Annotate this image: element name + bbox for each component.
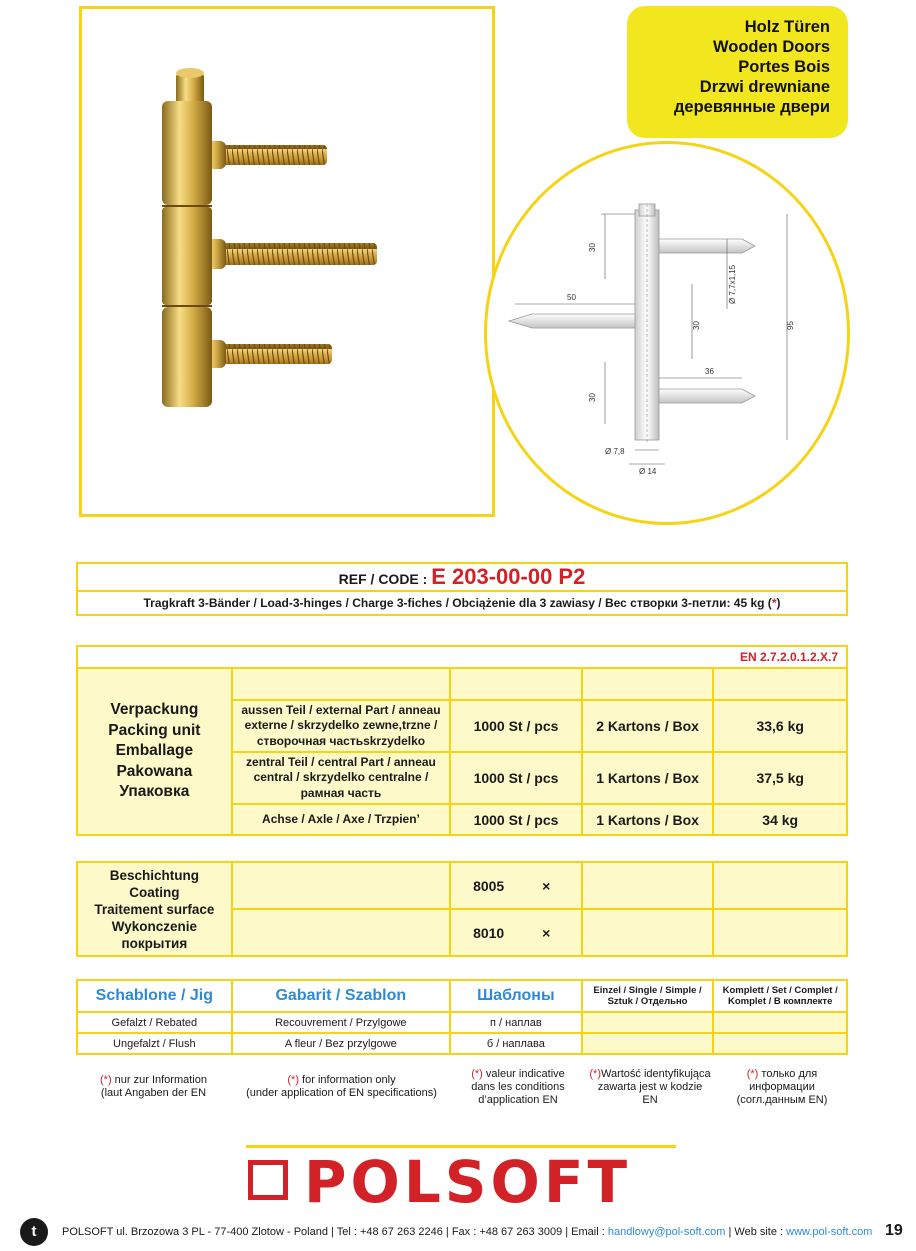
jig-cell: Ungefalzt / Flush [77,1033,232,1054]
dim-30-mid: 30 [692,321,701,330]
footer-email-link[interactable]: handlowy@pol-soft.com [607,1226,726,1238]
footer-web-link[interactable]: www.pol-soft.com [786,1226,873,1238]
part-name: aussen Teil / external Part / anneau externe / skrzydelko zewne,trzne / створочная частьskrzydelko [232,700,450,752]
note-fr: (*) valeur indicative dans les conditions d’application EN [471,1068,565,1106]
dim-30-top: 30 [588,243,597,252]
jig-cell: A fleur / Bez przylgowe [232,1033,450,1054]
packing-label-ru: Упаковка [119,783,190,801]
en-code: EN 2.7.2.0.1.2.X.7 [77,646,847,668]
jig-header-single: Einzel / Single / Simple / Sztuk / Отдельно [582,980,714,1012]
load-text: Tragkraft 3-Bänder / Load-3-hinges / Charge 3-fiches / Obciążenie dla 3 zawiasy / Вес створки 3-петли: 45 kg ( [143,596,772,610]
coating-label [77,862,232,956]
packing-label [77,668,232,835]
coating-label-fr: Traitement surface [94,901,215,917]
note-en: (*) for information only (under application of EN specifications) [246,1074,437,1099]
jig-header: Gabarit / Szablon [232,980,450,1012]
packing-table [76,645,848,836]
coating-empty [232,862,450,909]
coating-code-cell [450,862,582,909]
coating-empty [232,909,450,956]
table-row [77,1012,847,1033]
coating-label-de: Beschichtung [109,867,200,883]
ref-code-table [76,562,848,616]
footer-logo-icon: t [20,1218,48,1246]
table-row [77,862,847,909]
quantity: 1000 St / pcs [450,752,582,804]
jig-empty [713,1033,847,1054]
polsoft-logo [246,1148,676,1216]
quantity: 1000 St / pcs [450,700,582,752]
coating-mark: × [542,924,551,941]
coating-code: 8005 [473,877,505,894]
note-ru: (*) только для информации (согл.данным EN) [736,1068,828,1106]
door-type-ru: деревянные двери [673,98,830,116]
weight: 37,5 kg [713,752,847,804]
logo-square-icon [248,1160,288,1200]
jig-header-set: Komplett / Set / Complet / Komplet / В комплекте [713,980,847,1012]
packing-label-pl: Pakowana [116,762,193,780]
coating-mark: × [542,877,551,894]
coating-label-en: Coating [129,884,180,900]
product-photo-frame [79,6,495,517]
load-cell [77,591,847,615]
weight: 33,6 kg [713,700,847,752]
door-type-fr: Portes Bois [738,58,830,76]
jig-empty [713,1012,847,1033]
packing-label-en: Packing unit [108,721,201,739]
footer-contact [62,1226,872,1238]
packing-label-fr: Emballage [115,742,194,760]
packing-header-empty [450,668,582,700]
jig-table [76,979,848,1055]
coating-code: 8010 [473,924,505,941]
dim-diameter-14: Ø 14 [639,467,657,476]
dim-95: 95 [786,321,795,330]
load-close: ) [776,596,781,610]
box-count: 1 Kartons / Box [582,752,714,804]
note-pl: (*)Wartość identyfikująca zawarta jest w kodzie EN [589,1068,711,1106]
coating-empty [713,862,847,909]
hinge-photo [82,9,492,514]
jig-cell: б / наплава [450,1033,582,1054]
coating-table [76,861,848,957]
coating-empty [713,909,847,956]
footer-web-label: | Web site : [725,1226,787,1238]
packing-header-empty [582,668,714,700]
box-count: 1 Kartons / Box [582,804,714,835]
jig-empty [582,1012,714,1033]
weight: 34 kg [713,804,847,835]
jig-cell: п / наплав [450,1012,582,1033]
ref-code: E 203-00-00 P2 [431,564,586,589]
dim-diameter-77: Ø 7,7x1,15 [728,264,737,304]
part-name: zentral Teil / central Part / anneau central / skrzydelko centralne / рамная часть [232,752,450,804]
door-type-en: Wooden Doors [712,38,830,56]
dimension-drawing [487,144,847,522]
page-number: 19 [885,1222,903,1239]
jig-header: Шаблоны [450,980,582,1012]
ref-prefix: REF / CODE : [338,571,432,587]
jig-cell: Recouvrement / Przylgowe [232,1012,450,1033]
dim-diameter-78: Ø 7,8 [605,447,625,456]
part-name: Achse / Axle / Axe / Trzpien’ [232,804,450,835]
dim-50: 50 [567,293,576,302]
door-type-de: Holz Türen [744,18,830,36]
dim-36: 36 [705,367,714,376]
coating-label-ru: покрытия [121,935,188,951]
table-row [77,1033,847,1054]
logo-text: POLSOFT [304,1148,632,1216]
packing-label-de: Verpackung [110,701,199,719]
door-type-pl: Drzwi drewniane [699,78,830,96]
dim-30-bot: 30 [588,393,597,402]
packing-header-empty [232,668,450,700]
coating-empty [582,862,714,909]
note-de: (*) nur zur Information (laut Angaben der EN [100,1074,207,1099]
ref-code-cell [77,563,847,591]
jig-header: Schablone / Jig [77,980,232,1012]
coating-code-cell [450,909,582,956]
footer-address: POLSOFT ul. Brzozowa 3 PL - 77-400 Zlotow - Poland | Tel : +48 67 263 2246 | Fax : +48 67 263 3009 | Email : [62,1226,608,1238]
quantity: 1000 St / pcs [450,804,582,835]
coating-empty [582,909,714,956]
door-type-label [627,6,848,138]
jig-empty [582,1033,714,1054]
jig-cell: Gefalzt / Rebated [77,1012,232,1033]
box-count: 2 Kartons / Box [582,700,714,752]
packing-header-empty [713,668,847,700]
load-star: * [771,596,777,610]
technical-drawing [484,141,850,525]
coating-label-pl: Wykonczenie [111,918,198,934]
